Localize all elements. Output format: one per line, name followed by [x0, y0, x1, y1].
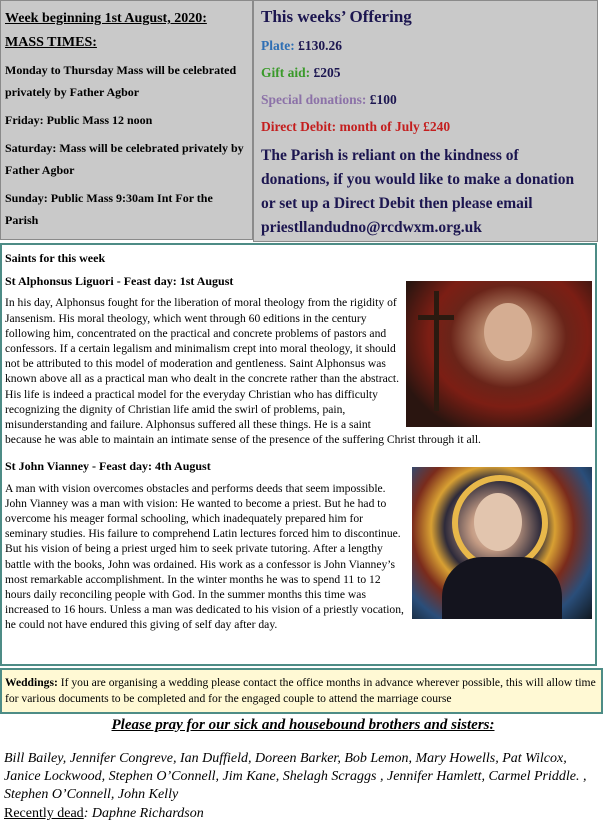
week-heading: Week beginning 1st August, 2020: [5, 11, 207, 26]
recently-dead [4, 806, 204, 822]
saturday-text: Saturday: Mass will be celebrated privately by Father Agbor [5, 141, 244, 177]
special-line [261, 92, 591, 108]
plate-value: £130.26 [298, 38, 342, 53]
special-label: Special donations: [261, 92, 367, 107]
weddings-text: If you are organising a wedding please contact the office months in advance wherever possible, this will allow time for various documents to be completed and for the engaged couple to attend the marriage course [5, 676, 596, 705]
weddings-notice [0, 668, 603, 714]
mon-thu-text: Monday to Thursday Mass will be celebrated privately by Father Agbor [5, 63, 237, 99]
direct-debit-line [261, 119, 591, 135]
vianney-stained-glass [412, 467, 592, 619]
sick-names: Bill Bailey, Jennifer Congreve, Ian Duffield, Doreen Barker, Bob Lemon, Mary Howells, Pat Wilcox, Janice Lockwood, Stephen O’Connell, Jim Kane, Shelagh Scraggs , Jennifer Hamlett, Carmel Priddle. , Stephen O’Connell, John Kelly [4, 751, 587, 802]
saint2-text: A man with vision overcomes obstacles and performs deeds that seem impossible. John Vianney was a man with vision: He wanted to become a priest. But he had to overcome his meager formal schooling, which inadequately prepared him for seminary studies. His failure to comprehend Latin lectures forced him to discontinue. But his vision of being a priest urged him to seek private tutoring. After a lengthy battle with the books, John was ordained. His work as a confessor is John Vianney’s most remarkable accomplishment. In the winter months he was to spend 11 to 12 hours daily reconciling people with God. In the summer months this time was increased to 16 hours. Unless a man was dedicated to his vision of a priestly vocation, he could not have endured this giving of self day after day. [5, 481, 404, 632]
mass-times-heading: MASS TIMES: [5, 35, 97, 50]
recently-dead-names: : Daphne Richardson [83, 806, 204, 821]
saint2-title: St John Vianney - Feast day: 4th August [5, 459, 211, 474]
saints-panel [0, 243, 597, 666]
weddings-label: Weddings: [5, 676, 58, 689]
giftaid-label: Gift aid: [261, 65, 311, 80]
giftaid-line [261, 65, 591, 81]
saint1-text: In his day, Alphonsus fought for the liberation of moral theology from the rigidity of Jansenism. His moral theology, which went through 60 editions in the century following him, concentrated on the practical and concrete problems of pastors and confessors. If a certain legalism and minimalism crept into moral theology, it should not be attributed to this model of moderation and gentleness. Saint Alphonsus was known above all as a practical man who dealt in the concrete rather than the abstract. His life is indeed a practical model for the everyday Christian who has difficulty recognizing the dignity of Christian life amid the swirl of problems, pain, misunderstanding and failure. Alphonsus suffered all these things. He is a saint because he was able to maintain an intimate sense of the presence of the suffering Christ through it all. [5, 296, 481, 447]
donation-appeal: The Parish is reliant on the kindness of donations, if you would like to make a donation or set up a Direct Debit then please email priestllandudno@rcdwxm.org.uk [261, 147, 575, 236]
direct-debit-value: £240 [423, 119, 451, 134]
prayers-heading: Please pray for our sick and housebound brothers and sisters: [111, 717, 495, 733]
mass-times-panel [0, 0, 253, 240]
mass-schedule [5, 59, 248, 231]
saints-heading: Saints for this week [5, 251, 106, 265]
alphonsus-portrait [406, 281, 592, 427]
offering-title: This weeks’ Offering [261, 7, 412, 26]
giftaid-value: £205 [313, 65, 341, 80]
direct-debit-label: Direct Debit: month of July [261, 119, 420, 134]
plate-label: Plate: [261, 38, 295, 53]
sunday-text: Sunday: Public Mass 9:30am Int For the Parish [5, 191, 213, 227]
special-value: £100 [369, 92, 397, 107]
recently-dead-label: Recently dead [4, 806, 84, 821]
plate-line [261, 38, 591, 54]
offering-panel [253, 0, 598, 242]
friday-text: Friday: Public Mass 12 noon [5, 113, 153, 127]
saint1-title: St Alphonsus Liguori - Feast day: 1st August [5, 274, 234, 289]
